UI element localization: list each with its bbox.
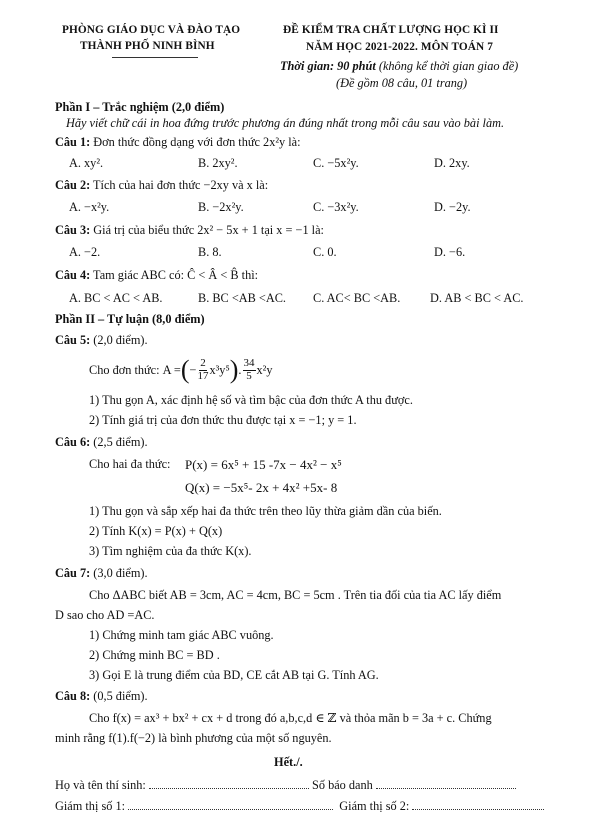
part2-title: Phần II – Tự luận (8,0 điểm) [55,312,205,326]
q3-option-d: D. −6. [434,245,466,259]
q3-option-b: B. 8. [198,245,222,259]
question-1: Câu 1: Đơn thức đồng dạng với đơn thức 2x²y là: [55,135,301,149]
question-5: Câu 5: (2,0 điểm). [55,333,148,347]
question-6: Câu 6: (2,5 điểm). [55,435,148,449]
question-7: Câu 7: (3,0 điểm). [55,566,148,580]
q1-option-d: D. 2xy. [434,156,470,170]
part1-title: Phần I – Trắc nghiệm (2,0 điểm) [55,100,225,114]
header-city: THÀNH PHỐ NINH BÌNH [80,40,215,52]
q3-option-a: A. −2. [69,245,101,259]
candidate-name-dots [149,787,309,789]
q1-option-c: C. −5x²y. [313,156,359,170]
q6-sub-2: 2) Tính K(x) = P(x) + Q(x) [89,524,223,538]
q4-option-b: B. BC <AB <AC. [198,291,287,305]
q5-sub-1: 1) Thu gọn A, xác định hệ số và tìm bậc của đơn thức A thu được. [89,393,413,407]
q6-sub-1: 1) Thu gọn và sắp xếp hai đa thức trên theo lũy thừa giảm dần của biến. [89,504,442,518]
q7-line-1: Cho ΔABC biết AB = 3cm, AC = 4cm, BC = 5cm . Trên tia đối của tia AC lấy điểm [89,588,502,602]
fraction-34-5: $\frac{34}{5}$ [243,356,255,382]
q2-option-b: B. −2x²y. [198,200,244,214]
q1-option-a: A. xy². [69,156,104,170]
question-8: Câu 8: (0,5 điểm). [55,689,148,703]
q4-option-a: A. BC < AC < AB. [69,291,163,305]
exam-title: ĐỀ KIỂM TRA CHẤT LƯỢNG HỌC KÌ II [283,24,499,36]
end-marker: Hết./. [274,755,303,769]
q2-option-d: D. −2y. [434,200,471,214]
header-school-dept: PHÒNG GIÁO DỤC VÀ ĐÀO TẠO [62,24,241,36]
q7-sub-1: 1) Chứng minh tam giác ABC vuông. [89,628,274,642]
q8-line-2: minh rằng f(1).f(−2) là bình phương của một số nguyên. [55,731,332,745]
q6-intro: Cho hai đa thức: [89,457,171,471]
exam-time: Thời gian: 90 phút (không kể thời gian giao đề) [280,59,519,73]
q3-option-c: C. 0. [313,245,337,259]
q6-polynomial-p: P(x) = 6x⁵ + 15 -7x − 4x² − x⁵ [185,457,342,472]
proctor-row: Giám thị số 1: Giám thị số 2: [55,800,544,812]
question-2: Câu 2: Tích của hai đơn thức −2xy và x là: [55,178,269,192]
question-4: Câu 4: Tam giác ABC có: Ĉ < Â < B̂ thì: [55,268,259,282]
q5-formula: Cho đơn thức: A = ( − $\frac{2}{17}$ x³y⁵ ) . $\frac{34}{5}$ x²y [89,355,273,384]
q2-option-c: C. −3x²y. [313,200,359,214]
q7-line-2: D sao cho AD =AC. [55,608,155,622]
candidate-name-row: Họ và tên thí sinh: Số báo danh [55,779,516,791]
q8-line-1: Cho f(x) = ax³ + bx² + cx + d trong đó a,b,c,d ∈ ℤ và thỏa mãn b = 3a + c. Chứng [89,711,492,725]
pages-note: (Đề gồm 08 câu, 01 trang) [336,76,468,90]
question-3: Câu 3: Giá trị của biểu thức 2x² − 5x + 1 tại x = −1 là: [55,223,324,237]
proctor-2-dots [412,808,544,810]
candidate-number-dots [376,787,516,789]
q2-option-a: A. −x²y. [69,200,110,214]
part1-instruction: Hãy viết chữ cái in hoa đứng trước phương án đúng nhất trong mỗi câu sau vào bài làm. [66,116,505,130]
proctor-1-dots [128,808,333,810]
q6-polynomial-q: Q(x) = −5x⁵- 2x + 4x² +5x- 8 [185,480,338,495]
header-underline [112,57,198,58]
school-year-subject: NĂM HỌC 2021-2022. MÔN TOÁN 7 [306,41,493,53]
q4-option-c: C. AC< BC <AB. [313,291,401,305]
q5-sub-2: 2) Tính giá trị của đơn thức thu được tại x = −1; y = 1. [89,413,357,427]
q7-sub-2: 2) Chứng minh BC = BD . [89,648,220,662]
q6-sub-3: 3) Tìm nghiệm của đa thức K(x). [89,544,252,558]
q4-option-d: D. AB < BC < AC. [430,291,524,305]
q7-sub-3: 3) Gọi E là trung điểm của BD, CE cắt AB tại G. Tính AG. [89,668,379,682]
q1-option-b: B. 2xy². [198,156,238,170]
fraction-2-17: $\frac{2}{17}$ [197,356,209,382]
